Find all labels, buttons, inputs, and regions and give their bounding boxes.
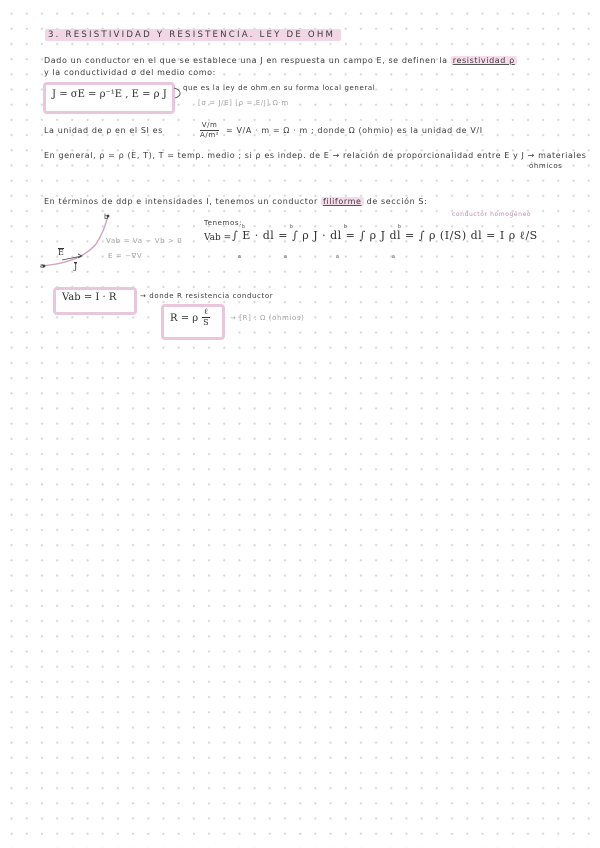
resistance-note: → donde R resistencia conductor bbox=[140, 292, 274, 300]
vab-equation: Vab = I · R bbox=[62, 292, 117, 303]
intro-line-2: y la conductividad σ del medio como: bbox=[44, 68, 216, 77]
svg-text:a: a bbox=[238, 254, 241, 260]
units-equals: = V/A · m = Ω · m ; donde Ω (ohmio) es la unidad de V/I bbox=[226, 126, 483, 135]
bracket-arrow-icon bbox=[172, 86, 186, 100]
integral-chain: ∫ E · dl = ∫ ρ J · dl = ∫ ρ J dl = ∫ ρ (I/S) dl = I ρ ℓ/S bbox=[232, 229, 538, 242]
intro-line-1 bbox=[44, 56, 517, 65]
general-text-wrap: óhmicos bbox=[529, 162, 563, 170]
homogeneous-annotation: conductor homogéneo bbox=[452, 211, 532, 218]
units-fraction-den: A/m² bbox=[200, 131, 220, 139]
potential-intro-pre: En términos de ddp e intensidades I, tenemos un conductor bbox=[44, 197, 318, 206]
uniform-highlight: filiforme bbox=[323, 197, 362, 206]
resistance-den: S bbox=[203, 318, 209, 327]
svg-text:b: b bbox=[242, 224, 245, 230]
units-fraction bbox=[200, 121, 219, 140]
ohm-local-subnote: [σ = J/E] [ρ = E/J] Ω·m bbox=[198, 99, 289, 107]
sketch-note-1: Vab = Va − Vb > 0 bbox=[106, 237, 183, 245]
potential-intro bbox=[44, 197, 427, 206]
sketch-note-2: E = −∇V bbox=[108, 252, 143, 260]
ohm-local-equation: J = σE = ρ⁻¹E , E = ρ J bbox=[52, 89, 167, 100]
svg-text:a: a bbox=[336, 254, 339, 260]
vab-label: Vab = bbox=[204, 233, 232, 243]
sketch-label-a: a bbox=[40, 262, 45, 270]
sketch-label-b: b bbox=[104, 213, 110, 221]
svg-text:a: a bbox=[392, 254, 395, 260]
units-fraction-num: V/m bbox=[201, 121, 218, 129]
ohm-local-note: que es la ley de ohm en su forma local general bbox=[183, 84, 376, 92]
svg-text:b: b bbox=[398, 224, 401, 230]
svg-text:b: b bbox=[344, 224, 347, 230]
intro-text: Dado un conductor en el que se establece una J en respuesta un campo E, se definen la bbox=[44, 56, 448, 65]
tenemos-label: Tenemos: bbox=[204, 219, 243, 227]
units-text: La unidad de ρ en el SI es bbox=[44, 126, 163, 135]
svg-text:b: b bbox=[290, 224, 293, 230]
resistivity-highlight: resistividad ρ bbox=[452, 56, 515, 65]
resistance-num: ℓ bbox=[204, 307, 208, 316]
resistance-fraction bbox=[202, 307, 210, 328]
sketch-label-e: E bbox=[58, 248, 64, 257]
integral-limits-icon bbox=[232, 224, 482, 260]
resistance-lhs: R = ρ bbox=[170, 313, 199, 324]
resistance-unit-note: → [R] : Ω (ohmios) bbox=[230, 314, 305, 322]
general-text: En general, ρ = ρ (E, T), T = temp. medio ; si ρ es indep. de E → relación de proporcionalidad entre E y J → materiales bbox=[44, 151, 587, 160]
section-title: 3. RESISTIVIDAD Y RESISTENCIA. LEY DE OHM bbox=[45, 29, 341, 41]
svg-text:a: a bbox=[284, 254, 287, 260]
sketch-label-j: J bbox=[74, 262, 78, 271]
potential-intro-post: de sección S: bbox=[366, 197, 428, 206]
